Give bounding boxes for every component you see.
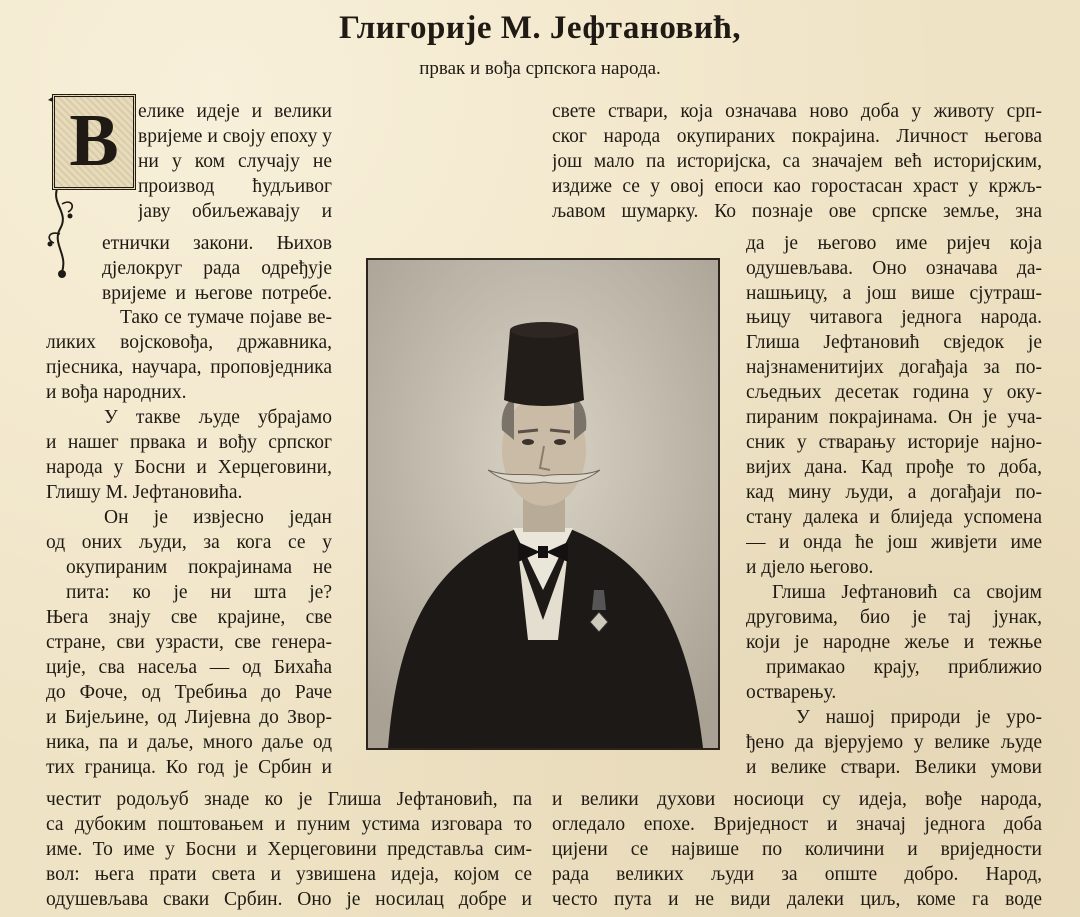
right-top-line: љавом шумарку. Ко познаје ове српске земље, зна (552, 201, 1042, 222)
right-column-line: пираним покрајинама. Он је уча- (746, 407, 1042, 428)
right-column-line: друговима, био је тај јунак, (746, 607, 1042, 628)
bottom-right-line: огледало епохе. Вриједност и значај једнога доба (552, 814, 1042, 835)
left-column-line: У такве људе убрајамо (104, 407, 332, 428)
left-column-line: народа у Босни и Херцеговини, (46, 457, 332, 478)
bottom-left-line: вол: њега прати света и узвишена идеја, којом се (46, 864, 532, 885)
right-column-line: примакао крају, приближио (766, 657, 1042, 678)
right-column-line: ђено да вјерујемо у велике људе (746, 732, 1042, 753)
article-title: Глигорије М. Јефтановић, (339, 10, 741, 46)
right-column-line: нашњицу, а још више сјутраш- (746, 283, 1042, 304)
left-column-line: етнички закони. Њихов (102, 233, 332, 254)
left-column-line: вријеме и своју епоху у (138, 126, 332, 147)
right-column-line: — и онда ће још живјети име (746, 532, 1042, 553)
left-column-line: Глишу М. Јефтановића. (46, 482, 243, 503)
right-column-line: остварењу. (746, 682, 837, 703)
left-column-line: стране, сви узрасти, све генера- (46, 632, 332, 653)
right-column-line: који је народне жеље и тежње (746, 632, 1042, 653)
left-column-line: вријеме и његове потребе. (102, 283, 332, 304)
bottom-left-line: честит родољуб знаде ко је Глиша Јефтановић, па (46, 789, 532, 810)
bottom-right-line: цијени се највише по количини и вриједности (552, 839, 1042, 860)
left-column-line: дјелокруг рада одређује (102, 258, 332, 279)
right-top-line: ског народа окупираних покрајина. Личност његова (552, 126, 1042, 147)
right-column-line: сљедњих десетак година у оку- (746, 382, 1042, 403)
left-column-line: Тако се тумаче појаве ве- (120, 307, 332, 328)
left-column-line: окупираним покрајинама не (66, 557, 332, 578)
right-column-line: одушевљава. Оно означава да- (746, 258, 1042, 279)
left-column-line: пита: ко је ни шта је? (66, 582, 332, 603)
bottom-left-line: са дубоким поштовањем и пуним устима изговара то (46, 814, 532, 835)
right-column-line: сник у стварању историје најно- (746, 432, 1042, 453)
left-column-line: ника, па и даље, много даље од (46, 732, 332, 753)
right-column-line: вијих дана. Кад прође то доба, (746, 457, 1042, 478)
left-column-line: пјесника, научара, проповједника (46, 357, 332, 378)
right-column-line: Глиша Јефтановић свједок је (746, 332, 1042, 353)
article-subtitle: првак и вођа српскога народа. (419, 58, 661, 79)
bottom-left-line: име. То име у Босни и Херцеговини представља сим- (46, 839, 532, 860)
right-column-line: стану далека и блиједа успомена (746, 507, 1042, 528)
portrait-illustration (368, 260, 718, 748)
right-top-line: још мало па историјска, са значајем већ историјским, (552, 151, 1042, 172)
dropcap-letter: В (69, 100, 119, 182)
right-column-line: Глиша Јефтановић са својим (772, 582, 1042, 603)
portrait-photo (366, 258, 720, 750)
left-column-line: јаву обиљежавају и (138, 201, 332, 222)
right-column-line: најзнаменитијих догађаја за по- (746, 357, 1042, 378)
left-column-line: тих граница. Ко год је Србин и (46, 757, 332, 778)
left-column-line: производ ћудљивог (138, 176, 332, 197)
right-column-line: и дјело његово. (746, 557, 874, 578)
right-top-line: издиже се у овој епоси као горостасан храст у кржљ- (552, 176, 1042, 197)
bottom-right-line: често пута и не види далеки циљ, коме га воде (552, 889, 1042, 910)
bottom-right-line: рада великих људи за опште добро. Народ, (552, 864, 1042, 885)
right-top-line: свете ствари, која означава ново доба у животу срп- (552, 101, 1042, 122)
left-column-line: ни у ком случају не (138, 151, 332, 172)
left-column-line: и нашег првака и вођу српског (46, 432, 332, 453)
dropcap-frame (52, 94, 136, 190)
bottom-right-line: и велики духови носиоци су идеја, вође народа, (552, 789, 1042, 810)
left-column-line: и Бијељине, од Лијевна до Звор- (46, 707, 332, 728)
right-column-line: њицу читавога једнога народа. (746, 307, 1042, 328)
left-column-line: до Фоче, од Требиња до Раче (46, 682, 332, 703)
right-column-line: и велике ствари. Велики умови (746, 757, 1042, 778)
left-column-line: Њега знају све крајине, све (46, 607, 332, 628)
left-column-line: ције, сва насеља — од Бихаћа (46, 657, 332, 678)
right-column-line: да је његово име ријеч која (746, 233, 1042, 254)
left-column-line: ликих војсковођа, државника, (46, 332, 332, 353)
right-column-line: кад мину људи, а догађаји по- (746, 482, 1042, 503)
left-column-line: Он је извјесно један (104, 507, 332, 528)
right-column-line: У нашој природи је уро- (796, 707, 1042, 728)
left-column-line: од оних људи, за кога се у (46, 532, 332, 553)
left-column-line: елике идеје и велики (138, 101, 332, 122)
left-column-line: и вођа народних. (46, 382, 187, 403)
bottom-left-line: одушевљава сваки Србин. Оно је носилац добре и (46, 889, 532, 910)
